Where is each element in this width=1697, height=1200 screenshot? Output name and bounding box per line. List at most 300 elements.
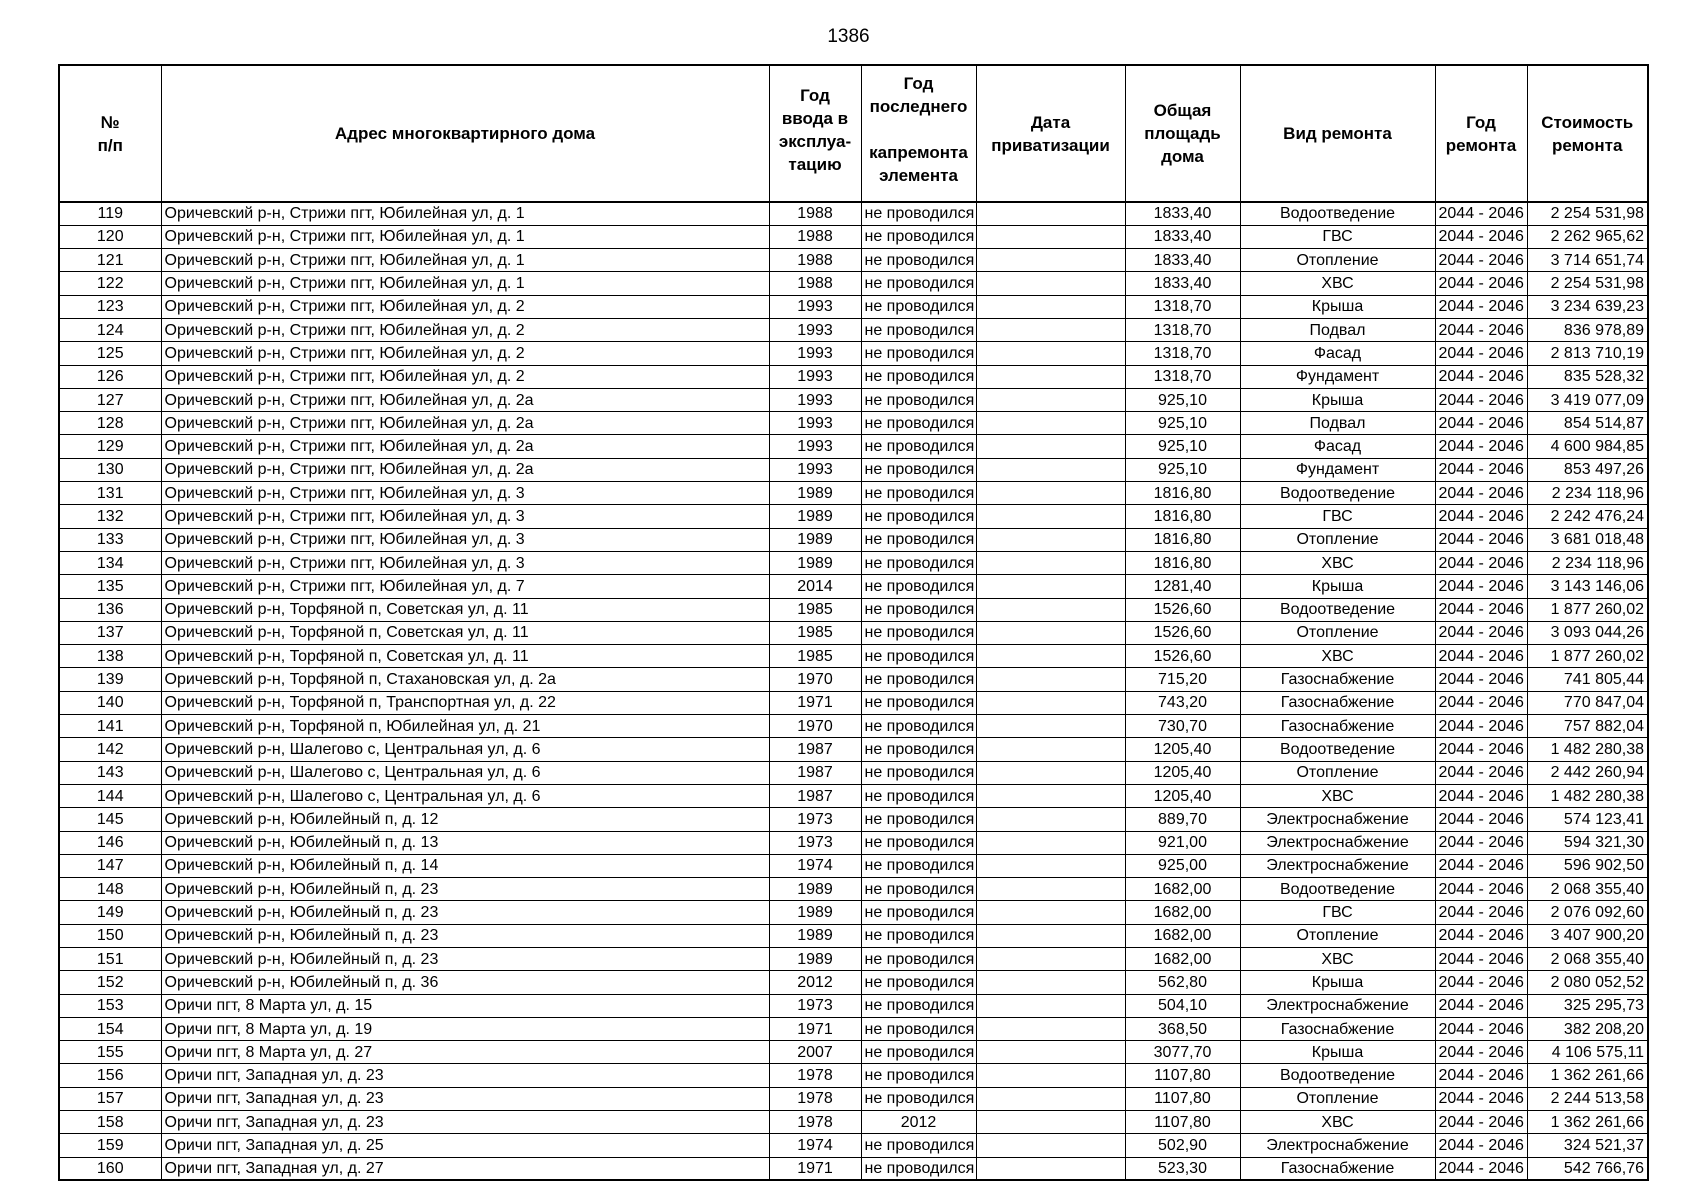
row-area: 3077,70 [1125, 1041, 1240, 1064]
row-address: Оричевский р-н, Юбилейный п, д. 23 [161, 878, 769, 901]
row-area: 1816,80 [1125, 505, 1240, 528]
row-cost: 2 076 092,60 [1527, 901, 1648, 924]
row-privatization [976, 948, 1125, 971]
row-repair-period: 2044 - 2046 [1435, 528, 1527, 551]
row-area: 1833,40 [1125, 225, 1240, 248]
table-row [59, 784, 1648, 807]
row-year-commission: 1988 [769, 249, 861, 272]
row-number: 156 [59, 1064, 161, 1087]
row-area: 1107,80 [1125, 1064, 1240, 1087]
row-repair-period: 2044 - 2046 [1435, 994, 1527, 1017]
row-area: 368,50 [1125, 1017, 1240, 1040]
row-repair-type: ХВС [1240, 784, 1435, 807]
row-address: Оричевский р-н, Стрижи пгт, Юбилейная ул, д. 7 [161, 575, 769, 598]
row-repair-period: 2044 - 2046 [1435, 295, 1527, 318]
row-cost: 2 068 355,40 [1527, 878, 1648, 901]
row-last-repair: не проводился [861, 1134, 976, 1157]
row-repair-type: Фундамент [1240, 365, 1435, 388]
row-address: Оричевский р-н, Стрижи пгт, Юбилейная ул, д. 2 [161, 295, 769, 318]
header-area: Общая площадь дома [1125, 65, 1240, 202]
row-repair-period: 2044 - 2046 [1435, 715, 1527, 738]
table-row [59, 1087, 1648, 1110]
row-cost: 2 813 710,19 [1527, 342, 1648, 365]
row-year-commission: 1978 [769, 1111, 861, 1134]
row-area: 523,30 [1125, 1157, 1240, 1180]
row-area: 925,10 [1125, 412, 1240, 435]
row-repair-type: Отопление [1240, 621, 1435, 644]
row-privatization [976, 1157, 1125, 1180]
table-row [59, 808, 1648, 831]
row-privatization [976, 971, 1125, 994]
table-row [59, 318, 1648, 341]
row-repair-period: 2044 - 2046 [1435, 645, 1527, 668]
table-row [59, 598, 1648, 621]
row-address: Оричевский р-н, Шалегово с, Центральная ул, д. 6 [161, 738, 769, 761]
row-repair-period: 2044 - 2046 [1435, 412, 1527, 435]
row-address: Оричевский р-н, Торфяной п, Юбилейная ул, д. 21 [161, 715, 769, 738]
row-repair-period: 2044 - 2046 [1435, 831, 1527, 854]
row-address: Оричевский р-н, Стрижи пгт, Юбилейная ул, д. 2а [161, 458, 769, 481]
row-address: Оричевский р-н, Шалегово с, Центральная ул, д. 6 [161, 761, 769, 784]
row-cost: 4 600 984,85 [1527, 435, 1648, 458]
row-privatization [976, 458, 1125, 481]
row-repair-period: 2044 - 2046 [1435, 598, 1527, 621]
table-row [59, 691, 1648, 714]
row-repair-type: Крыша [1240, 1041, 1435, 1064]
row-privatization [976, 854, 1125, 877]
row-year-commission: 1993 [769, 435, 861, 458]
row-number: 128 [59, 412, 161, 435]
row-year-commission: 1989 [769, 482, 861, 505]
row-last-repair: не проводился [861, 435, 976, 458]
row-year-commission: 1978 [769, 1064, 861, 1087]
row-year-commission: 2014 [769, 575, 861, 598]
row-cost: 2 262 965,62 [1527, 225, 1648, 248]
row-privatization [976, 295, 1125, 318]
row-number: 141 [59, 715, 161, 738]
table-row [59, 878, 1648, 901]
row-cost: 854 514,87 [1527, 412, 1648, 435]
row-area: 1205,40 [1125, 761, 1240, 784]
row-cost: 3 093 044,26 [1527, 621, 1648, 644]
row-address: Оричевский р-н, Стрижи пгт, Юбилейная ул, д. 2а [161, 435, 769, 458]
row-area: 1526,60 [1125, 621, 1240, 644]
table-row [59, 668, 1648, 691]
row-repair-period: 2044 - 2046 [1435, 482, 1527, 505]
row-number: 151 [59, 948, 161, 971]
table-row [59, 971, 1648, 994]
row-privatization [976, 924, 1125, 947]
row-address: Оричевский р-н, Юбилейный п, д. 13 [161, 831, 769, 854]
row-year-commission: 1971 [769, 1017, 861, 1040]
row-repair-type: Водоотведение [1240, 1064, 1435, 1087]
row-repair-type: Электроснабжение [1240, 1134, 1435, 1157]
row-repair-period: 2044 - 2046 [1435, 1087, 1527, 1110]
row-privatization [976, 738, 1125, 761]
row-number: 120 [59, 225, 161, 248]
row-repair-period: 2044 - 2046 [1435, 738, 1527, 761]
row-last-repair: не проводился [861, 598, 976, 621]
row-privatization [976, 598, 1125, 621]
row-repair-period: 2044 - 2046 [1435, 1111, 1527, 1134]
row-year-commission: 1973 [769, 831, 861, 854]
row-privatization [976, 435, 1125, 458]
row-repair-type: Электроснабжение [1240, 854, 1435, 877]
row-number: 152 [59, 971, 161, 994]
table-row [59, 272, 1648, 295]
row-cost: 1 482 280,38 [1527, 784, 1648, 807]
row-privatization [976, 551, 1125, 574]
row-privatization [976, 645, 1125, 668]
row-address: Оричевский р-н, Торфяной п, Стахановская ул, д. 2а [161, 668, 769, 691]
row-repair-period: 2044 - 2046 [1435, 1064, 1527, 1087]
row-privatization [976, 715, 1125, 738]
table-row [59, 1064, 1648, 1087]
row-address: Оричевский р-н, Стрижи пгт, Юбилейная ул, д. 3 [161, 528, 769, 551]
row-area: 925,00 [1125, 854, 1240, 877]
row-address: Оричевский р-н, Стрижи пгт, Юбилейная ул, д. 2 [161, 318, 769, 341]
row-repair-type: Водоотведение [1240, 202, 1435, 225]
row-repair-type: Водоотведение [1240, 598, 1435, 621]
row-year-commission: 1971 [769, 1157, 861, 1180]
row-address: Оричевский р-н, Юбилейный п, д. 23 [161, 948, 769, 971]
table-row [59, 621, 1648, 644]
row-repair-type: ГВС [1240, 225, 1435, 248]
row-address: Оричевский р-н, Торфяной п, Советская ул, д. 11 [161, 645, 769, 668]
row-address: Оричевский р-н, Юбилейный п, д. 23 [161, 901, 769, 924]
row-repair-period: 2044 - 2046 [1435, 901, 1527, 924]
row-cost: 2 254 531,98 [1527, 272, 1648, 295]
row-number: 155 [59, 1041, 161, 1064]
table-row [59, 365, 1648, 388]
header-address: Адрес многоквартирного дома [161, 65, 769, 202]
table-row [59, 831, 1648, 854]
row-year-commission: 1985 [769, 598, 861, 621]
row-area: 1318,70 [1125, 365, 1240, 388]
row-address: Оричевский р-н, Стрижи пгт, Юбилейная ул, д. 1 [161, 249, 769, 272]
table-row [59, 388, 1648, 411]
row-area: 1816,80 [1125, 482, 1240, 505]
header-cost: Стоимость ремонта [1527, 65, 1648, 202]
row-cost: 853 497,26 [1527, 458, 1648, 481]
row-number: 132 [59, 505, 161, 528]
row-privatization [976, 784, 1125, 807]
row-last-repair: не проводился [861, 878, 976, 901]
row-number: 129 [59, 435, 161, 458]
row-year-commission: 1985 [769, 645, 861, 668]
row-repair-type: Отопление [1240, 1087, 1435, 1110]
row-year-commission: 1993 [769, 412, 861, 435]
row-privatization [976, 528, 1125, 551]
row-area: 504,10 [1125, 994, 1240, 1017]
row-last-repair: не проводился [861, 621, 976, 644]
row-year-commission: 1989 [769, 528, 861, 551]
row-privatization [976, 691, 1125, 714]
row-repair-type: Газоснабжение [1240, 715, 1435, 738]
table-row [59, 505, 1648, 528]
row-repair-type: ГВС [1240, 505, 1435, 528]
table-row [59, 295, 1648, 318]
row-repair-type: ХВС [1240, 645, 1435, 668]
row-last-repair: не проводился [861, 458, 976, 481]
row-address: Оричи пгт, 8 Марта ул, д. 27 [161, 1041, 769, 1064]
row-repair-type: Крыша [1240, 971, 1435, 994]
row-number: 134 [59, 551, 161, 574]
row-privatization [976, 412, 1125, 435]
row-repair-type: Фасад [1240, 342, 1435, 365]
row-repair-period: 2044 - 2046 [1435, 854, 1527, 877]
row-year-commission: 2007 [769, 1041, 861, 1064]
row-year-commission: 1993 [769, 295, 861, 318]
row-area: 925,10 [1125, 458, 1240, 481]
row-number: 124 [59, 318, 161, 341]
table-row [59, 458, 1648, 481]
row-number: 145 [59, 808, 161, 831]
row-number: 137 [59, 621, 161, 644]
row-address: Оричевский р-н, Стрижи пгт, Юбилейная ул, д. 1 [161, 225, 769, 248]
row-repair-period: 2044 - 2046 [1435, 1041, 1527, 1064]
row-last-repair: не проводился [861, 575, 976, 598]
row-address: Оричевский р-н, Шалегово с, Центральная ул, д. 6 [161, 784, 769, 807]
row-address: Оричевский р-н, Юбилейный п, д. 36 [161, 971, 769, 994]
row-privatization [976, 342, 1125, 365]
row-repair-type: Водоотведение [1240, 482, 1435, 505]
row-last-repair: не проводился [861, 948, 976, 971]
row-last-repair: не проводился [861, 831, 976, 854]
row-year-commission: 1987 [769, 761, 861, 784]
row-repair-type: Подвал [1240, 318, 1435, 341]
row-repair-type: Отопление [1240, 924, 1435, 947]
row-number: 154 [59, 1017, 161, 1040]
row-area: 1682,00 [1125, 878, 1240, 901]
row-number: 142 [59, 738, 161, 761]
row-year-commission: 1989 [769, 505, 861, 528]
row-repair-period: 2044 - 2046 [1435, 1134, 1527, 1157]
row-number: 158 [59, 1111, 161, 1134]
row-address: Оричи пгт, Западная ул, д. 23 [161, 1064, 769, 1087]
row-address: Оричевский р-н, Стрижи пгт, Юбилейная ул, д. 1 [161, 272, 769, 295]
row-year-commission: 1987 [769, 738, 861, 761]
row-area: 1682,00 [1125, 924, 1240, 947]
row-repair-type: Подвал [1240, 412, 1435, 435]
row-cost: 1 877 260,02 [1527, 645, 1648, 668]
table-row [59, 551, 1648, 574]
row-repair-period: 2044 - 2046 [1435, 808, 1527, 831]
row-number: 138 [59, 645, 161, 668]
row-cost: 2 254 531,98 [1527, 202, 1648, 225]
row-repair-type: Крыша [1240, 388, 1435, 411]
row-privatization [976, 1064, 1125, 1087]
header-privatization: Дата приватизации [976, 65, 1125, 202]
row-last-repair: не проводился [861, 854, 976, 877]
table-row [59, 948, 1648, 971]
row-year-commission: 1974 [769, 1134, 861, 1157]
row-privatization [976, 901, 1125, 924]
row-number: 139 [59, 668, 161, 691]
row-number: 149 [59, 901, 161, 924]
row-last-repair: не проводился [861, 551, 976, 574]
row-privatization [976, 831, 1125, 854]
row-number: 119 [59, 202, 161, 225]
row-repair-type: Водоотведение [1240, 878, 1435, 901]
row-repair-type: Крыша [1240, 575, 1435, 598]
row-repair-period: 2044 - 2046 [1435, 249, 1527, 272]
row-privatization [976, 482, 1125, 505]
row-last-repair: не проводился [861, 1087, 976, 1110]
row-address: Оричи пгт, Западная ул, д. 23 [161, 1111, 769, 1134]
row-last-repair: не проводился [861, 528, 976, 551]
row-last-repair: не проводился [861, 971, 976, 994]
row-area: 1682,00 [1125, 948, 1240, 971]
row-address: Оричи пгт, 8 Марта ул, д. 19 [161, 1017, 769, 1040]
row-year-commission: 1987 [769, 784, 861, 807]
row-last-repair: не проводился [861, 668, 976, 691]
row-repair-period: 2044 - 2046 [1435, 435, 1527, 458]
row-number: 125 [59, 342, 161, 365]
row-number: 133 [59, 528, 161, 551]
table-header-row [59, 65, 1648, 202]
row-repair-type: Электроснабжение [1240, 994, 1435, 1017]
repair-schedule-table [58, 64, 1649, 1181]
row-address: Оричевский р-н, Торфяной п, Транспортная ул, д. 22 [161, 691, 769, 714]
row-year-commission: 1985 [769, 621, 861, 644]
row-cost: 757 882,04 [1527, 715, 1648, 738]
row-repair-period: 2044 - 2046 [1435, 1017, 1527, 1040]
row-privatization [976, 668, 1125, 691]
table-row [59, 225, 1648, 248]
row-cost: 1 482 280,38 [1527, 738, 1648, 761]
row-number: 144 [59, 784, 161, 807]
row-repair-period: 2044 - 2046 [1435, 971, 1527, 994]
row-repair-type: ХВС [1240, 948, 1435, 971]
row-area: 1833,40 [1125, 202, 1240, 225]
row-repair-period: 2044 - 2046 [1435, 691, 1527, 714]
row-cost: 2 068 355,40 [1527, 948, 1648, 971]
row-cost: 3 419 077,09 [1527, 388, 1648, 411]
row-last-repair: не проводился [861, 645, 976, 668]
row-repair-period: 2044 - 2046 [1435, 458, 1527, 481]
row-year-commission: 1973 [769, 994, 861, 1017]
row-year-commission: 1988 [769, 272, 861, 295]
row-area: 1526,60 [1125, 645, 1240, 668]
row-repair-type: Крыша [1240, 295, 1435, 318]
row-year-commission: 1971 [769, 691, 861, 714]
row-number: 140 [59, 691, 161, 714]
row-repair-period: 2044 - 2046 [1435, 202, 1527, 225]
row-area: 743,20 [1125, 691, 1240, 714]
row-area: 1682,00 [1125, 901, 1240, 924]
row-address: Оричевский р-н, Стрижи пгт, Юбилейная ул, д. 3 [161, 482, 769, 505]
row-last-repair: не проводился [861, 994, 976, 1017]
row-number: 148 [59, 878, 161, 901]
header-last-repair: Год последнего капремонта элемента [861, 65, 976, 202]
row-area: 1318,70 [1125, 295, 1240, 318]
row-year-commission: 1988 [769, 225, 861, 248]
row-year-commission: 1978 [769, 1087, 861, 1110]
table-row [59, 715, 1648, 738]
row-area: 1526,60 [1125, 598, 1240, 621]
row-area: 925,10 [1125, 435, 1240, 458]
row-privatization [976, 318, 1125, 341]
table-row [59, 761, 1648, 784]
row-repair-period: 2044 - 2046 [1435, 365, 1527, 388]
row-number: 127 [59, 388, 161, 411]
row-privatization [976, 1041, 1125, 1064]
row-last-repair: не проводился [861, 784, 976, 807]
row-last-repair: не проводился [861, 901, 976, 924]
row-year-commission: 1989 [769, 878, 861, 901]
row-cost: 2 244 513,58 [1527, 1087, 1648, 1110]
row-repair-type: Водоотведение [1240, 738, 1435, 761]
row-area: 715,20 [1125, 668, 1240, 691]
row-repair-type: ГВС [1240, 901, 1435, 924]
row-cost: 574 123,41 [1527, 808, 1648, 831]
row-privatization [976, 249, 1125, 272]
row-number: 136 [59, 598, 161, 621]
row-repair-type: Газоснабжение [1240, 691, 1435, 714]
row-area: 502,90 [1125, 1134, 1240, 1157]
table-row [59, 482, 1648, 505]
row-cost: 1 362 261,66 [1527, 1064, 1648, 1087]
row-last-repair: не проводился [861, 691, 976, 714]
row-number: 121 [59, 249, 161, 272]
row-last-repair: не проводился [861, 365, 976, 388]
row-year-commission: 1970 [769, 668, 861, 691]
row-privatization [976, 365, 1125, 388]
table-row [59, 1017, 1648, 1040]
table-row [59, 1157, 1648, 1180]
row-cost: 596 902,50 [1527, 854, 1648, 877]
row-cost: 542 766,76 [1527, 1157, 1648, 1180]
row-area: 1281,40 [1125, 575, 1240, 598]
row-address: Оричевский р-н, Стрижи пгт, Юбилейная ул, д. 2а [161, 412, 769, 435]
row-privatization [976, 621, 1125, 644]
row-cost: 324 521,37 [1527, 1134, 1648, 1157]
row-address: Оричевский р-н, Торфяной п, Советская ул, д. 11 [161, 598, 769, 621]
row-repair-type: Газоснабжение [1240, 1157, 1435, 1180]
row-address: Оричевский р-н, Стрижи пгт, Юбилейная ул, д. 2 [161, 342, 769, 365]
row-repair-type: Отопление [1240, 249, 1435, 272]
table-row [59, 342, 1648, 365]
row-cost: 2 442 260,94 [1527, 761, 1648, 784]
row-year-commission: 1989 [769, 551, 861, 574]
row-cost: 3 681 018,48 [1527, 528, 1648, 551]
row-area: 925,10 [1125, 388, 1240, 411]
table-row [59, 854, 1648, 877]
row-year-commission: 1993 [769, 342, 861, 365]
row-area: 889,70 [1125, 808, 1240, 831]
table-row [59, 738, 1648, 761]
table-row [59, 249, 1648, 272]
table-row [59, 575, 1648, 598]
row-repair-type: Отопление [1240, 761, 1435, 784]
row-area: 1816,80 [1125, 528, 1240, 551]
row-repair-period: 2044 - 2046 [1435, 551, 1527, 574]
row-repair-type: Фундамент [1240, 458, 1435, 481]
row-area: 1833,40 [1125, 272, 1240, 295]
row-privatization [976, 808, 1125, 831]
row-repair-type: ХВС [1240, 1111, 1435, 1134]
row-cost: 3 407 900,20 [1527, 924, 1648, 947]
row-last-repair: не проводился [861, 482, 976, 505]
row-last-repair: не проводился [861, 388, 976, 411]
row-address: Оричевский р-н, Стрижи пгт, Юбилейная ул, д. 2 [161, 365, 769, 388]
row-address: Оричевский р-н, Стрижи пгт, Юбилейная ул, д. 2а [161, 388, 769, 411]
row-last-repair: не проводился [861, 272, 976, 295]
row-privatization [976, 225, 1125, 248]
row-address: Оричевский р-н, Юбилейный п, д. 14 [161, 854, 769, 877]
row-area: 1107,80 [1125, 1111, 1240, 1134]
